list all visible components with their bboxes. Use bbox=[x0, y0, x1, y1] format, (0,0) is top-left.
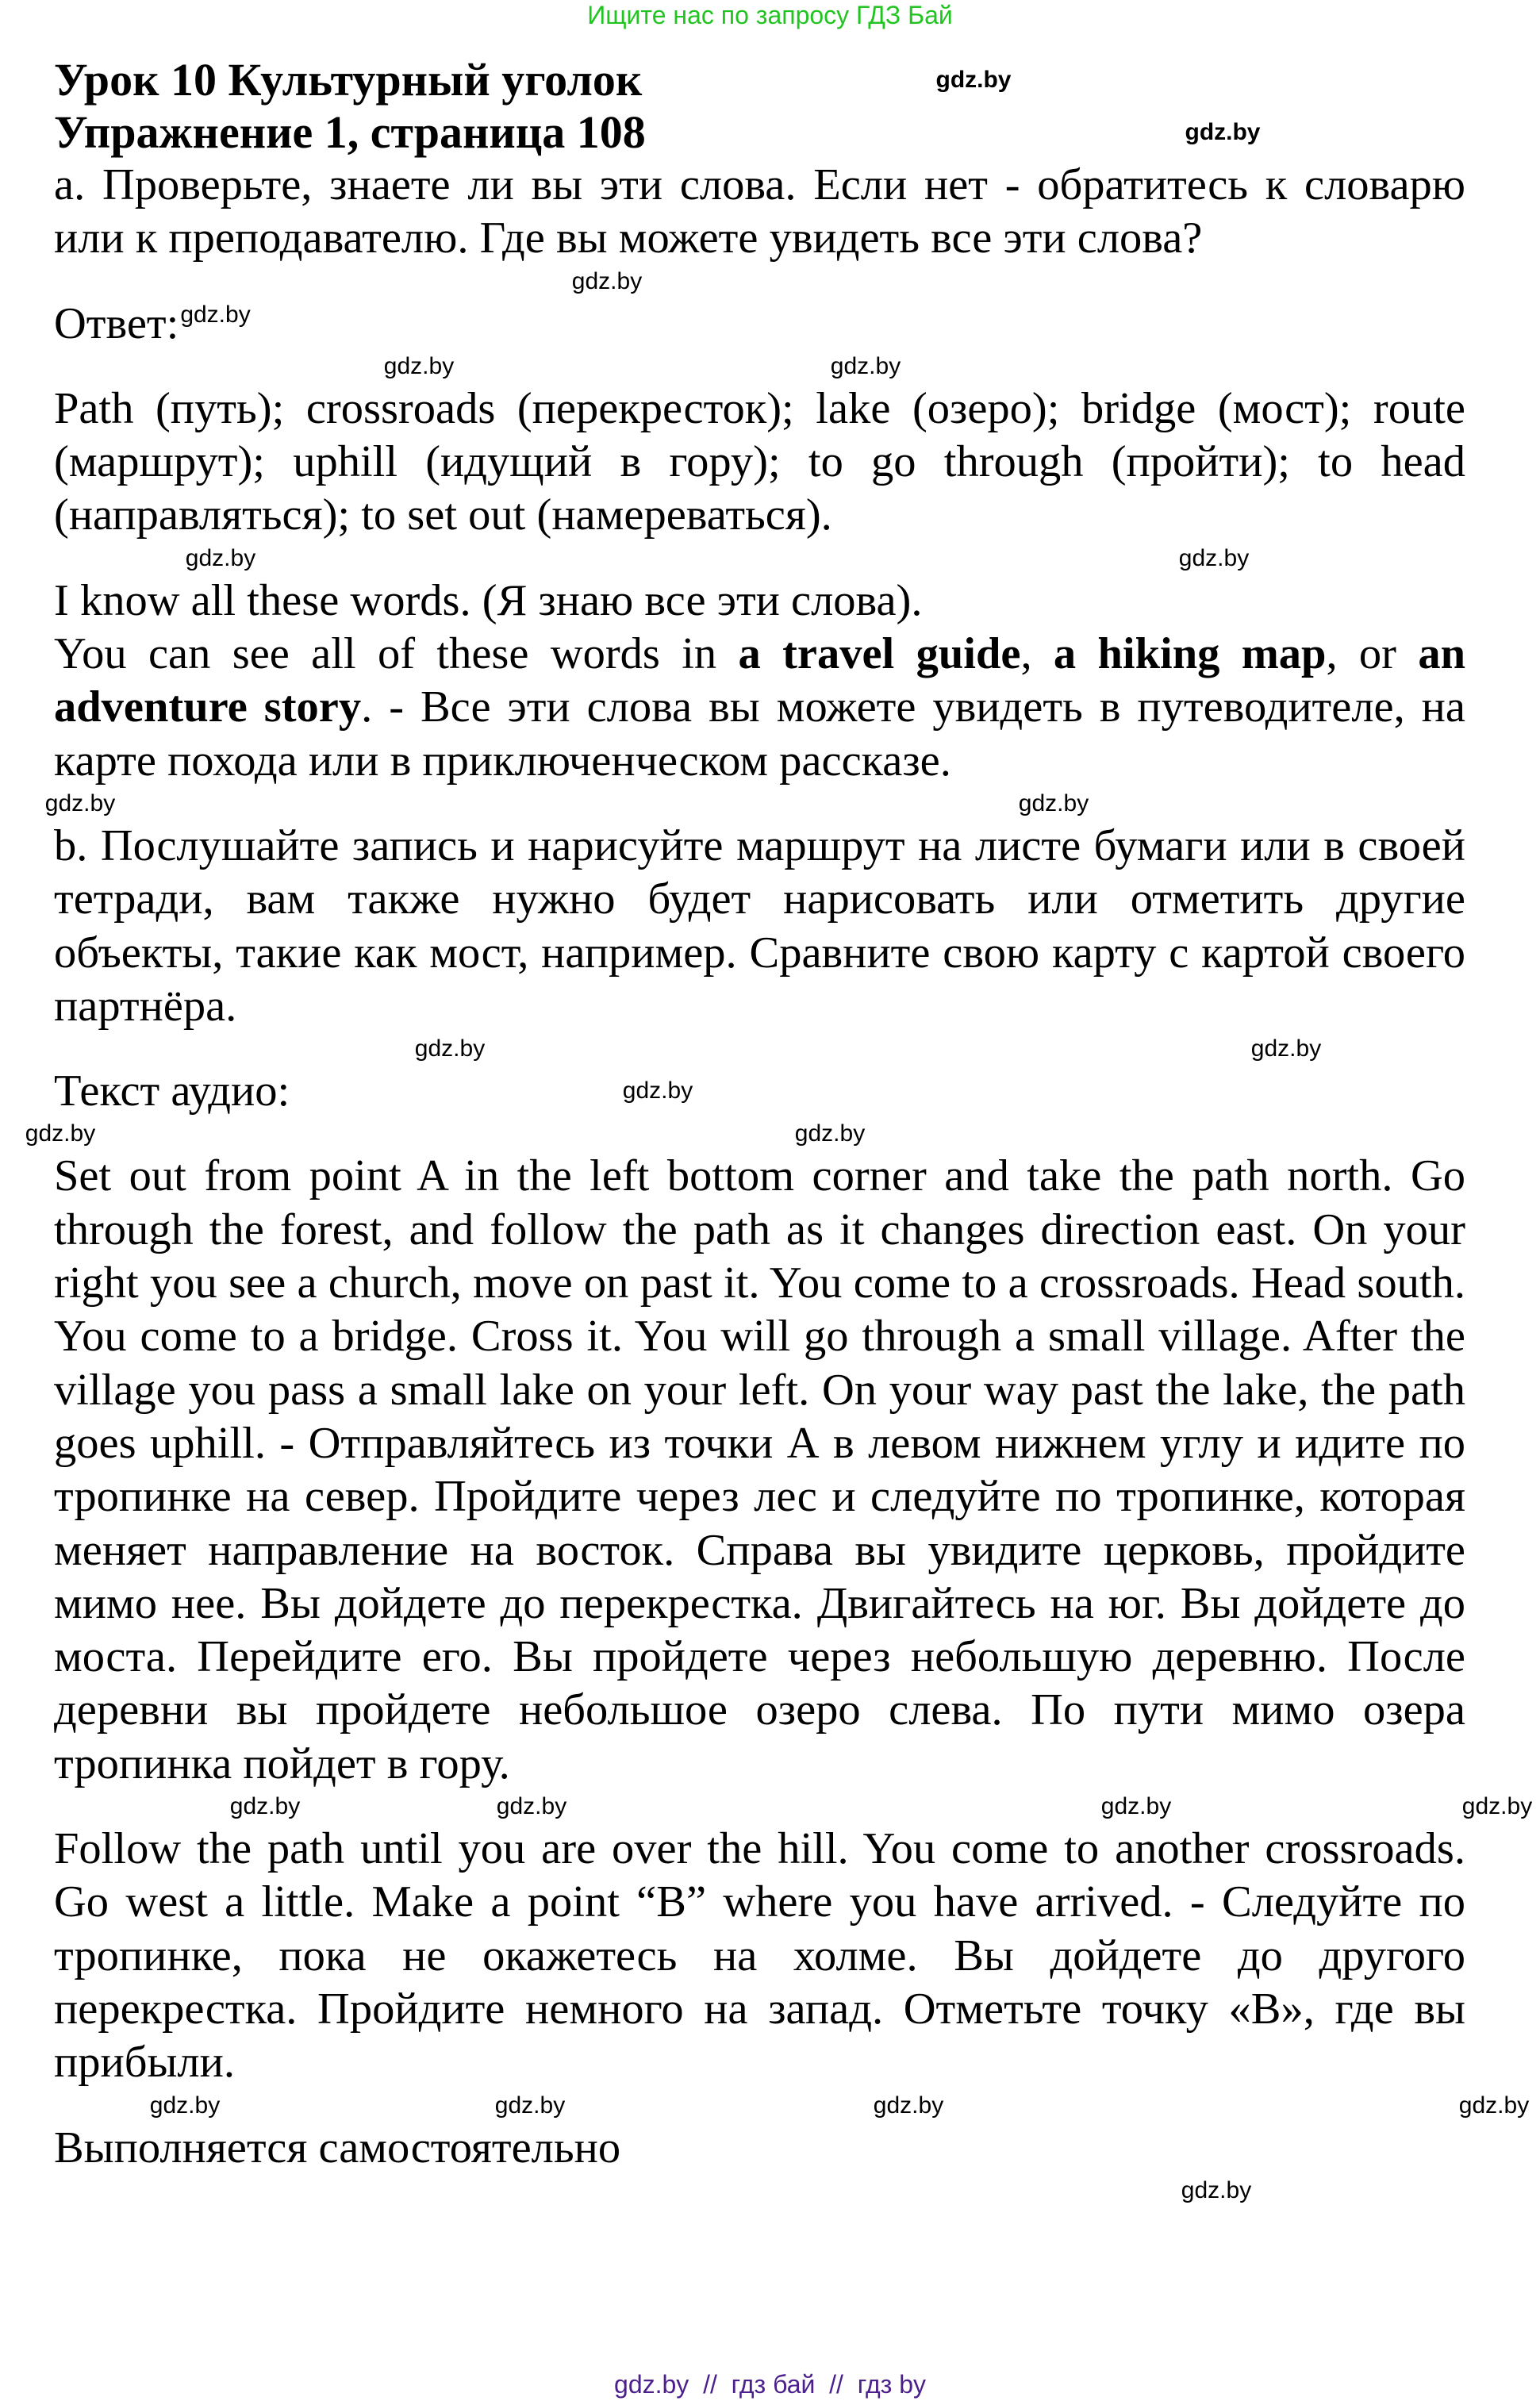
text-part: You can see all of these words in bbox=[54, 629, 739, 679]
bold-adventure-story: an adventure story bbox=[54, 629, 1466, 732]
watermark-row bbox=[0, 788, 1540, 820]
watermark-row bbox=[0, 266, 1540, 298]
watermark: gdz.by bbox=[1458, 2092, 1530, 2119]
done-self-text: Выполняется самостоятельно bbox=[54, 2122, 621, 2172]
watermark-row bbox=[0, 2090, 1540, 2122]
task-a: a. Проверьте, знаете ли вы эти слова. Если нет - обратитесь к словарю или к преподавателю. Где вы можете увидеть все эти слова? bbox=[54, 160, 1465, 263]
watermark-row bbox=[0, 543, 1540, 574]
text-part: , bbox=[1020, 629, 1054, 679]
watermark: gdz.by bbox=[383, 352, 455, 379]
watermark-row bbox=[0, 1791, 1540, 1823]
watermark: gdz.by bbox=[1185, 119, 1261, 145]
answer-label: Ответ: bbox=[54, 298, 179, 348]
watermark: gdz.by bbox=[149, 2092, 221, 2119]
watermark: gdz.by bbox=[571, 267, 643, 294]
bold-travel-guide: a travel guide bbox=[738, 629, 1021, 679]
search-banner: Ищите нас по запросу ГДЗ Бай bbox=[587, 1, 953, 29]
watermark: gdz.by bbox=[622, 1078, 693, 1104]
footer-links: gdz.by // гдз бай // гдз by bbox=[614, 2370, 926, 2399]
bold-hiking-map: a hiking map bbox=[1053, 629, 1327, 679]
watermark-row bbox=[0, 351, 1540, 382]
watermark: gdz.by bbox=[1250, 1035, 1322, 1062]
watermark: gdz.by bbox=[935, 67, 1012, 93]
know-all-text: I know all these words. (Я знаю все эти слова). bbox=[54, 575, 923, 625]
audio-label: Текст аудио: bbox=[54, 1066, 290, 1116]
watermark: gdz.by bbox=[494, 2092, 566, 2119]
watermark: gdz.by bbox=[1181, 2176, 1252, 2203]
watermark: gdz.by bbox=[25, 1120, 96, 1147]
audio-text-2: Follow the path until you are over the hill. You come to another crossroads. Go west a little. Make a point “B” where you have arrived. - Следуйте по тропинке, пока не окажетесь на холме. Вы дойдете до другого перекрестка. Пройдите немного на запад. Отметьте точку «В», где вы прибыли. bbox=[54, 1824, 1465, 2088]
watermark: gdz.by bbox=[414, 1035, 486, 1062]
can-see-text bbox=[54, 628, 1465, 788]
lesson-title-row bbox=[54, 54, 1465, 106]
watermark: gdz.by bbox=[229, 1793, 301, 1820]
exercise-title-row bbox=[54, 106, 1465, 159]
text-part: . - Все эти слова вы можете увидеть в путеводителе, на карте похода или в приключенческом рассказе. bbox=[54, 682, 1465, 786]
task-b: b. Послушайте запись и нарисуйте маршрут на листе бумаги или в своей тетради, вам также нужно будет нарисовать или отметить другие объекты, такие как мост, например. Сравните свою карту с картой своего партнёра. bbox=[54, 820, 1465, 1031]
watermark: gdz.by bbox=[830, 352, 901, 379]
watermark-row bbox=[0, 1118, 1540, 1150]
watermark: gdz.by bbox=[1461, 1793, 1533, 1820]
words-list: Path (путь); crossroads (перекресток); lake (озеро); bridge (мост); route (маршрут); uphill (идущий в гору); to go through (пройти); to head (направляться); to set out (намереваться). bbox=[54, 383, 1465, 540]
audio-text-1: Set out from point A in the left bottom corner and take the path north. Go through the forest, and follow the path as it changes direction east. On your right you see a church, move on past it. You come to a crossroads. Head south. You come to a bridge. Cross it. You will go through a small village. After the village you pass a small lake on your left. On your way past the lake, the path goes uphill. - Отправляйтесь из точки А в левом нижнем углу и идите по тропинке на север. Пройдите через лес и следуйте по тропинке, которая меняет направление на восток. Справа вы увидите церковь, пройдите мимо нее. Вы дойдете до перекрестка. Двигайтесь на юг. Вы дойдете до моста. Перейдите его. Вы пройдете через небольшую деревню. После деревни вы пройдете небольшое озеро слева. По пути мимо озера тропинка пойдет в гору. bbox=[54, 1151, 1465, 1788]
watermark-row bbox=[0, 1033, 1540, 1065]
audio-label-row bbox=[54, 1065, 1465, 1118]
watermark: gdz.by bbox=[496, 1793, 567, 1820]
exercise-title: Упражнение 1, страница 108 bbox=[54, 106, 646, 158]
watermark: gdz.by bbox=[1178, 544, 1250, 571]
lesson-title: Урок 10 Культурный уголок bbox=[54, 54, 643, 106]
watermark: gdz.by bbox=[873, 2092, 944, 2119]
watermark: gdz.by bbox=[1018, 789, 1089, 816]
watermark: gdz.by bbox=[1100, 1793, 1172, 1820]
watermark: gdz.by bbox=[794, 1120, 866, 1147]
watermark: gdz.by bbox=[44, 789, 116, 816]
watermark: gdz.by bbox=[185, 544, 256, 571]
watermark: gdz.by bbox=[180, 301, 251, 328]
watermark-row bbox=[0, 2175, 1540, 2207]
text-part: , or bbox=[1326, 629, 1419, 679]
answer-row bbox=[54, 298, 1465, 351]
